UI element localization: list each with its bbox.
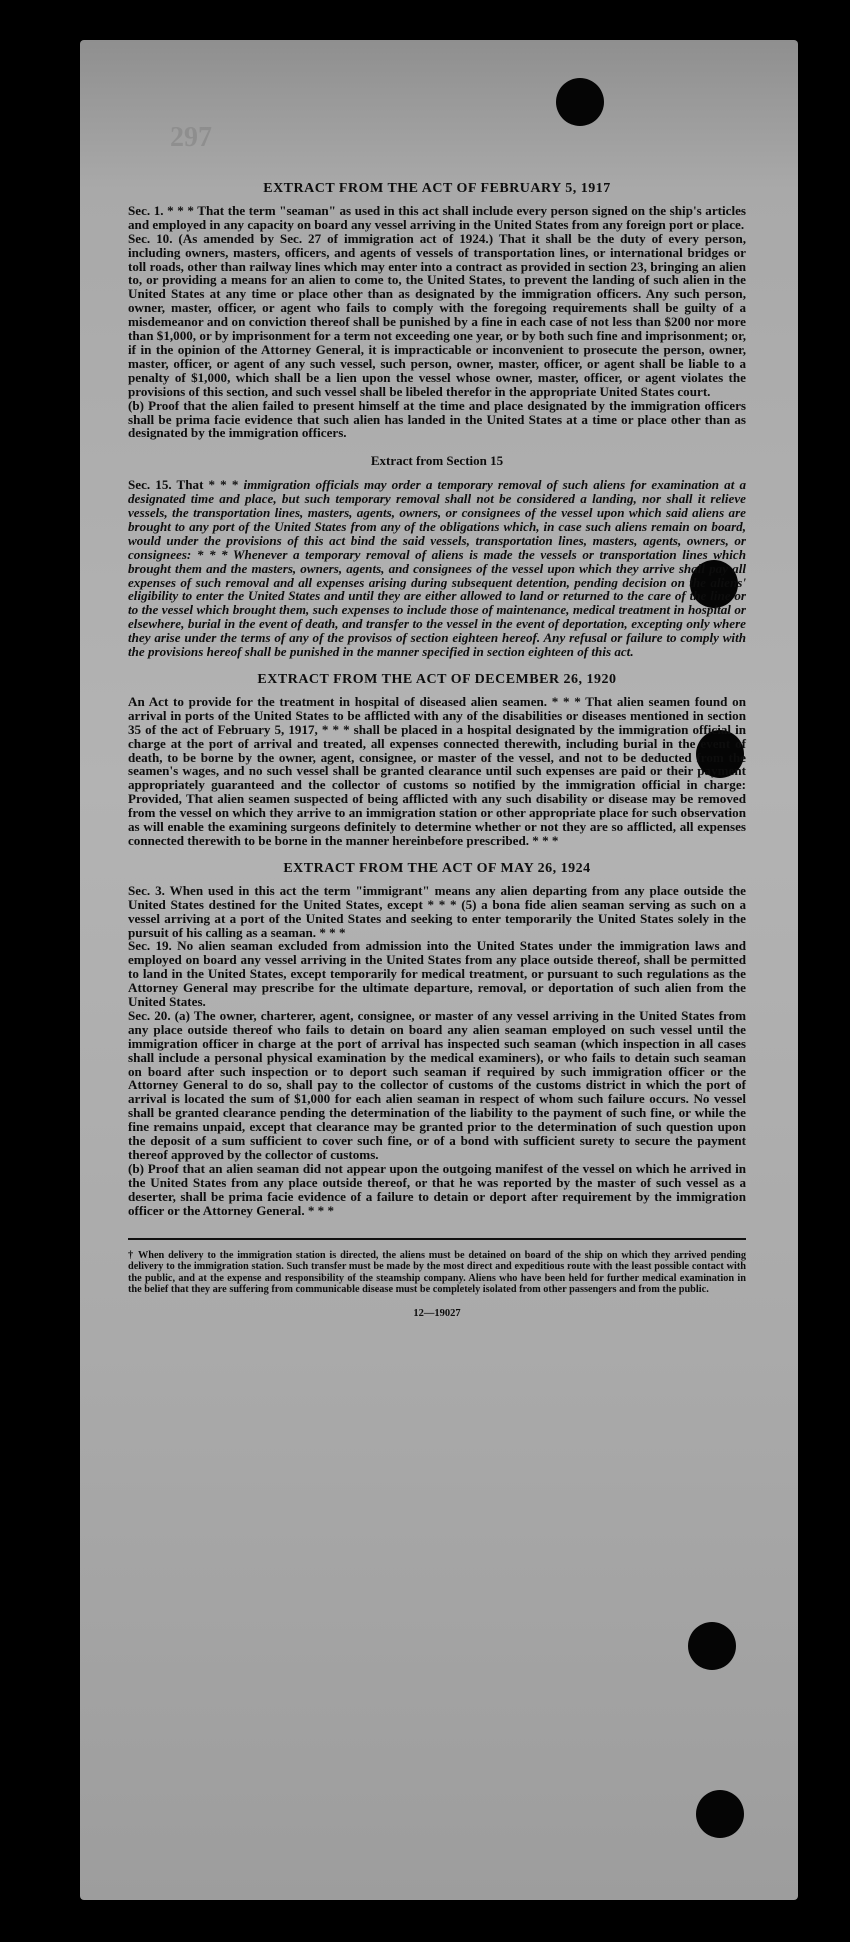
punch-hole <box>688 1622 736 1670</box>
section-heading: EXTRACT FROM THE ACT OF FEBRUARY 5, 1917 <box>263 181 611 196</box>
section-heading: EXTRACT FROM THE ACT OF DECEMBER 26, 1920 <box>257 672 617 687</box>
punch-hole <box>556 78 604 126</box>
paragraph-section-15 <box>128 478 746 659</box>
section-15-italic-text: immigration officials may order a temporary removal of such aliens for examination at a designated time and place, but such temporary removal shall not be considered a landing, nor shall it relieve vessels, the transportation lines, masters, agents, owners, or consignees of the vessel upon which said aliens are brought to any port of the United States from any of the obligations which, in case such aliens remain on board, would under the provisions of this act bind the said vessels, transportation lines, masters, agents, owners, or consignees: * * * Whenever a temporary removal of aliens is made the vessels or transportation lines which brought them and the masters, owners, agents, and consignees of the vessel upon which they arrive shall pay all expenses of such removal and all expenses arising during subsequent detention, pending decision on the aliens' eligibility to enter the United States and until they are either allowed to land or returned to the care of the line or to the vessel which brought them, such expenses to include those of maintenance, medical treatment in hospital or elsewhere, burial in the event of death, and transfer to the vessel in the event of deportation, excepting only where they arise under the terms of any of the provisos of section eighteen hereof. Any refusal or failure to comply with the provisions hereof shall be punished in the manner specified in section eighteen of this act. <box>128 477 747 660</box>
paragraph: (b) Proof that an alien seaman did not appear upon the outgoing manifest of the vessel on which he arrived in the United States from any place outside thereof, or that he was reported by the master of such vessel as a deserter, shall be prima facie evidence of a failure to detain or deport after requirement by the immigration officer or the Attorney General. * * * <box>128 1160 746 1218</box>
footnote: † When delivery to the immigration station is directed, the aliens must be detained on board of the ship on which they arrived pending delivery to the immigration station. Such transfer must be made by the most direct and expeditious route with the least possible contact with the public, and at the expense and responsibility of the steamship company. Aliens who have been held for further medical examination in the belief that they are suffering from communicable disease must be completely isolated from other passengers and from the public. <box>128 1249 746 1296</box>
document-page <box>80 40 798 1900</box>
section-15-intro: Sec. 15. That * * * <box>128 477 244 493</box>
paragraph: Sec. 10. (As amended by Sec. 27 of immigration act of 1924.) That it shall be the duty of every person, including owners, masters, officers, and agents of vessels of transportation lines, or international bridges or toll roads, other than railway lines which may enter into a contract as provided in section 23, bringing an alien to, or providing a means for an alien to come to, the United States, to prevent the landing of such alien in the United States at any time or place other than as designated by the immigration officers. Any such person, owner, master, officer, or agent who fails to comply with the foregoing requirements shall be guilty of a misdemeanor and on conviction thereof shall be punished by a fine in each case of not less than $200 nor more than $1,000, or by imprisonment for a term not exceeding one year, or by both such fine and imprisonment; or, if in the opinion of the Attorney General, it is impracticable or inconvenient to prosecute the person, owner, master, officer, or agent of any such vessel, such person, owner, master, officer, or agent shall be liable to a penalty of $1,000, which shall be a lien upon the vessel whose owner, master, officer, or agent violates the provisions of this section, and such vessel shall be libeled therefor in the appropriate United States court. <box>128 230 746 399</box>
punch-hole <box>696 1790 744 1838</box>
bleed-through-number: 297 <box>170 122 212 153</box>
section-heading: EXTRACT FROM THE ACT OF MAY 26, 1924 <box>283 860 591 876</box>
paragraph: Sec. 1. * * * That the term "seaman" as used in this act shall include every person signed on the ship's articles and employed in any capacity on board any vessel arriving in the United States from any foreign port or place. <box>128 202 746 232</box>
paragraph: Sec. 3. When used in this act the term "immigrant" means any alien departing from any place outside the United States destined for the United States, except * * * (5) a bona fide alien seaman serving as such on a vessel arriving at a port of the United States and seeking to enter temporarily the United States solely in the pursuit of his calling as a seaman. * * * <box>128 882 746 940</box>
paragraph: (b) Proof that the alien failed to present himself at the time and place designated by the immigration officers shall be prima facie evidence that such alien has landed in the United States at a time or place other than as designated by the immigration officers. <box>128 397 746 441</box>
footnote-divider <box>128 1238 746 1240</box>
paragraph: An Act to provide for the treatment in hospital of diseased alien seamen. * * * That alien seamen found on arrival in ports of the United States to be afflicted with any of the disabilities or diseases mentioned in section 35 of the act of February 5, 1917, * * * shall be placed in a hospital designated by the immigration official in charge at the port of arrival and treated, all expenses connected therewith, including burial in the event of death, to be borne by the owner, agent, consignee, or master of the vessel, and not to be deducted from the seamen's wages, and no such vessel shall be granted clearance until such expenses are paid or their payment appropriately guaranteed and the collector of customs so notified by the immigration official in charge: Provided, That alien seamen suspected of being afflicted with any such disability or disease may be removed from the vessel on which they arrive to an immigration station or other appropriate place for such observation as will enable the examining surgeons definitely to determine whether or not they are so afflicted, all expenses connected therewith to be borne in the manner hereinbefore prescribed. * * * <box>128 693 746 848</box>
paragraph: Sec. 20. (a) The owner, charterer, agent, consignee, or master of any vessel arriving in the United States from any place outside thereof who fails to detain on board any alien seaman employed on such vessel until the immigration officer in charge at the port of arrival has inspected such seaman (which inspection in all cases shall include a personal physical examination by the medical examiners), or who fails to detain such seaman on board after such inspection or to deport such seaman if required by such immigration officer or the Attorney General to do so, shall pay to the collector of customs of the customs district in which the port of arrival is located the sum of $1,000 for each alien seaman in respect of whom such failure occurs. No vessel shall be granted clearance pending the determination of the liability to the payment of such fine, or while the fine remains unpaid, except that clearance may be granted prior to the determination of such question upon the deposit of a sum sufficient to cover such fine, or of a bond with sufficient surety to secure the payment thereof approved by the collector of customs. <box>128 1007 746 1162</box>
form-code: 12—19027 <box>413 1308 461 1320</box>
paragraph: Sec. 19. No alien seaman excluded from admission into the United States under the immigration laws and employed on board any vessel arriving in the United States from any place outside thereof, shall be permitted to land in the United States, except temporarily for medical treatment, or pursuant to such regulations as the Attorney General may prescribe for the ultimate departure, removal, or deportation of such alien from the United States. <box>128 938 746 1010</box>
subheading: Extract from Section 15 <box>370 453 504 469</box>
document-body <box>128 182 746 1321</box>
